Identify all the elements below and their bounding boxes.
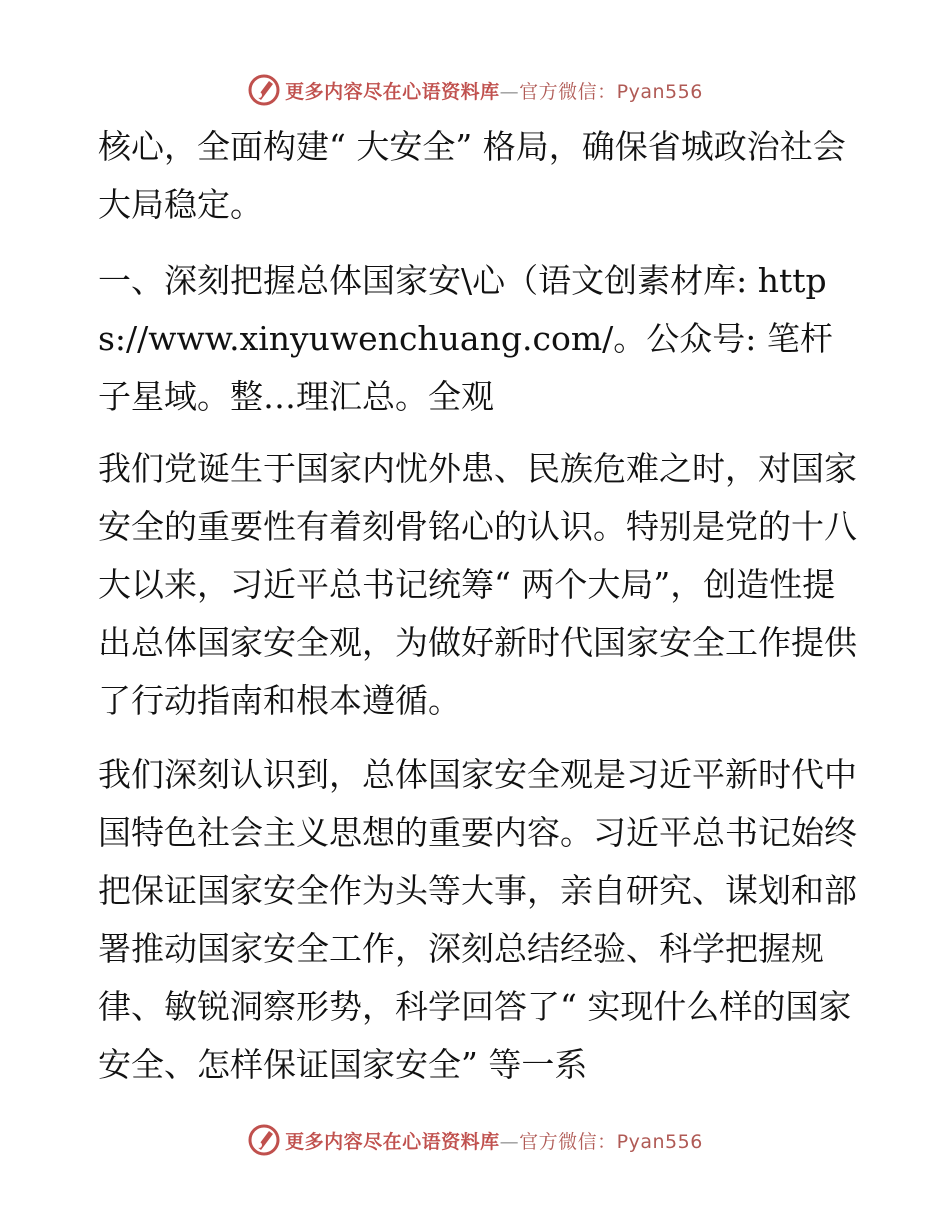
footer-dash: — xyxy=(499,1130,520,1153)
header-wechat-text: 官方微信：Pyan556 xyxy=(519,80,703,103)
footer-banner xyxy=(0,1120,950,1160)
paragraph-understanding: 我们深刻认识到，总体国家安全观是习近平新时代中国特色社会主义思想的重要内容。习近平总书记始终把保证国家安全作为头等大事，亲自研究、谋划和部署推动国家安全工作，深刻总结经验、科学把握规律、敏锐洞察形势，科学回答了“ 实现什么样的国家安全、怎样保证国家安全” 等一系 xyxy=(98,755,857,1084)
paragraph-intro: 核心，全面构建“ 大安全” 格局，确保省城政治社会大局稳定。 xyxy=(98,127,846,224)
header-dash: — xyxy=(499,80,520,103)
section-heading: 一、深刻把握总体国家安\心（语文创素材库: https://www.xinyuwenchuang.com/。公众号: 笔杆子星域。整…理汇总。全观 xyxy=(98,261,833,416)
header-library-text: 更多内容尽在心语资料库 xyxy=(285,80,500,103)
footer-wechat-text: 官方微信：Pyan556 xyxy=(519,1130,703,1153)
paragraph-history: 我们党诞生于国家内忧外患、民族危难之时，对国家安全的重要性有着刻骨铭心的认识。特别是党的十八大以来，习近平总书记统筹“ 两个大局”，创造性提出总体国家安全观，为做好新时代国家安全工作提供了行动指南和根本遵循。 xyxy=(98,449,857,720)
logo-icon xyxy=(247,73,281,107)
footer-banner-text xyxy=(285,1127,703,1154)
header-banner xyxy=(0,70,950,110)
header-banner-text xyxy=(285,77,703,104)
logo-icon xyxy=(247,1123,281,1157)
footer-library-text: 更多内容尽在心语资料库 xyxy=(285,1130,500,1153)
document-body xyxy=(98,118,858,1110)
